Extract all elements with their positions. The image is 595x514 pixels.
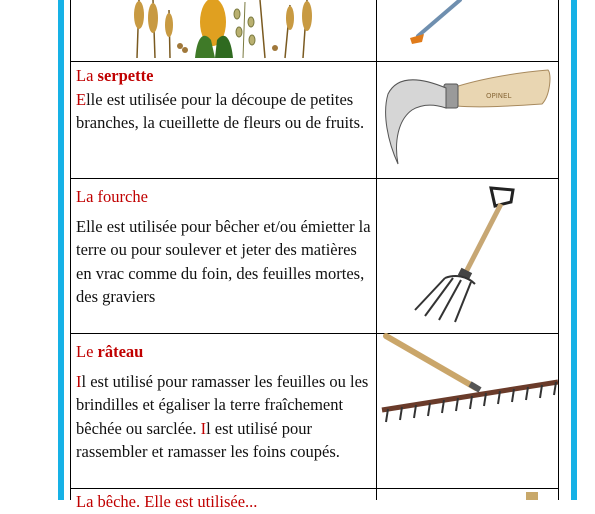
row-divider bbox=[70, 488, 559, 489]
row-divider bbox=[70, 61, 559, 62]
rateau-title: Le râteau bbox=[76, 342, 144, 361]
serpette-text: Elle est utilisée pour la découpe de petites branches, la cueillette de fleurs ou de fruits. bbox=[76, 89, 365, 132]
beche-partial-text: La bêche. Elle est utilisée... bbox=[76, 492, 258, 511]
row-divider bbox=[70, 178, 559, 179]
fourche-text: Elle est utilisée pour bêcher et/ou émietter la terre ou pour soulever et jeter des matières en vrac comme du foin, des feuilles mortes, des graviers bbox=[76, 216, 371, 306]
serpette-title: La serpette bbox=[76, 66, 154, 85]
serpette-description bbox=[76, 64, 372, 135]
frame-left-border bbox=[58, 0, 64, 500]
table-left-line bbox=[70, 0, 71, 500]
fourche-description bbox=[76, 185, 372, 309]
table-right-line bbox=[558, 0, 559, 500]
svg-text:OPINEL: OPINEL bbox=[486, 92, 512, 100]
fourche-title: La fourche bbox=[76, 187, 148, 206]
table-mid-line bbox=[376, 0, 377, 500]
rake-icon bbox=[380, 332, 560, 424]
fork-icon bbox=[405, 186, 525, 326]
hoe-icon bbox=[400, 0, 470, 50]
spade-icon bbox=[520, 490, 544, 500]
beche-description bbox=[76, 490, 372, 511]
rateau-description bbox=[76, 340, 372, 464]
grain-plants-icon bbox=[125, 0, 320, 58]
frame-right-border bbox=[571, 0, 577, 500]
rateau-text: Il est utilisé pour ramasser les feuilles ou les brindilles et égaliser la terre fraîchement bêchée ou sarclée. Il est utilisé pour rassembler et ramasser les foins coupés. bbox=[76, 371, 369, 461]
serpette-knife-icon bbox=[382, 64, 554, 172]
